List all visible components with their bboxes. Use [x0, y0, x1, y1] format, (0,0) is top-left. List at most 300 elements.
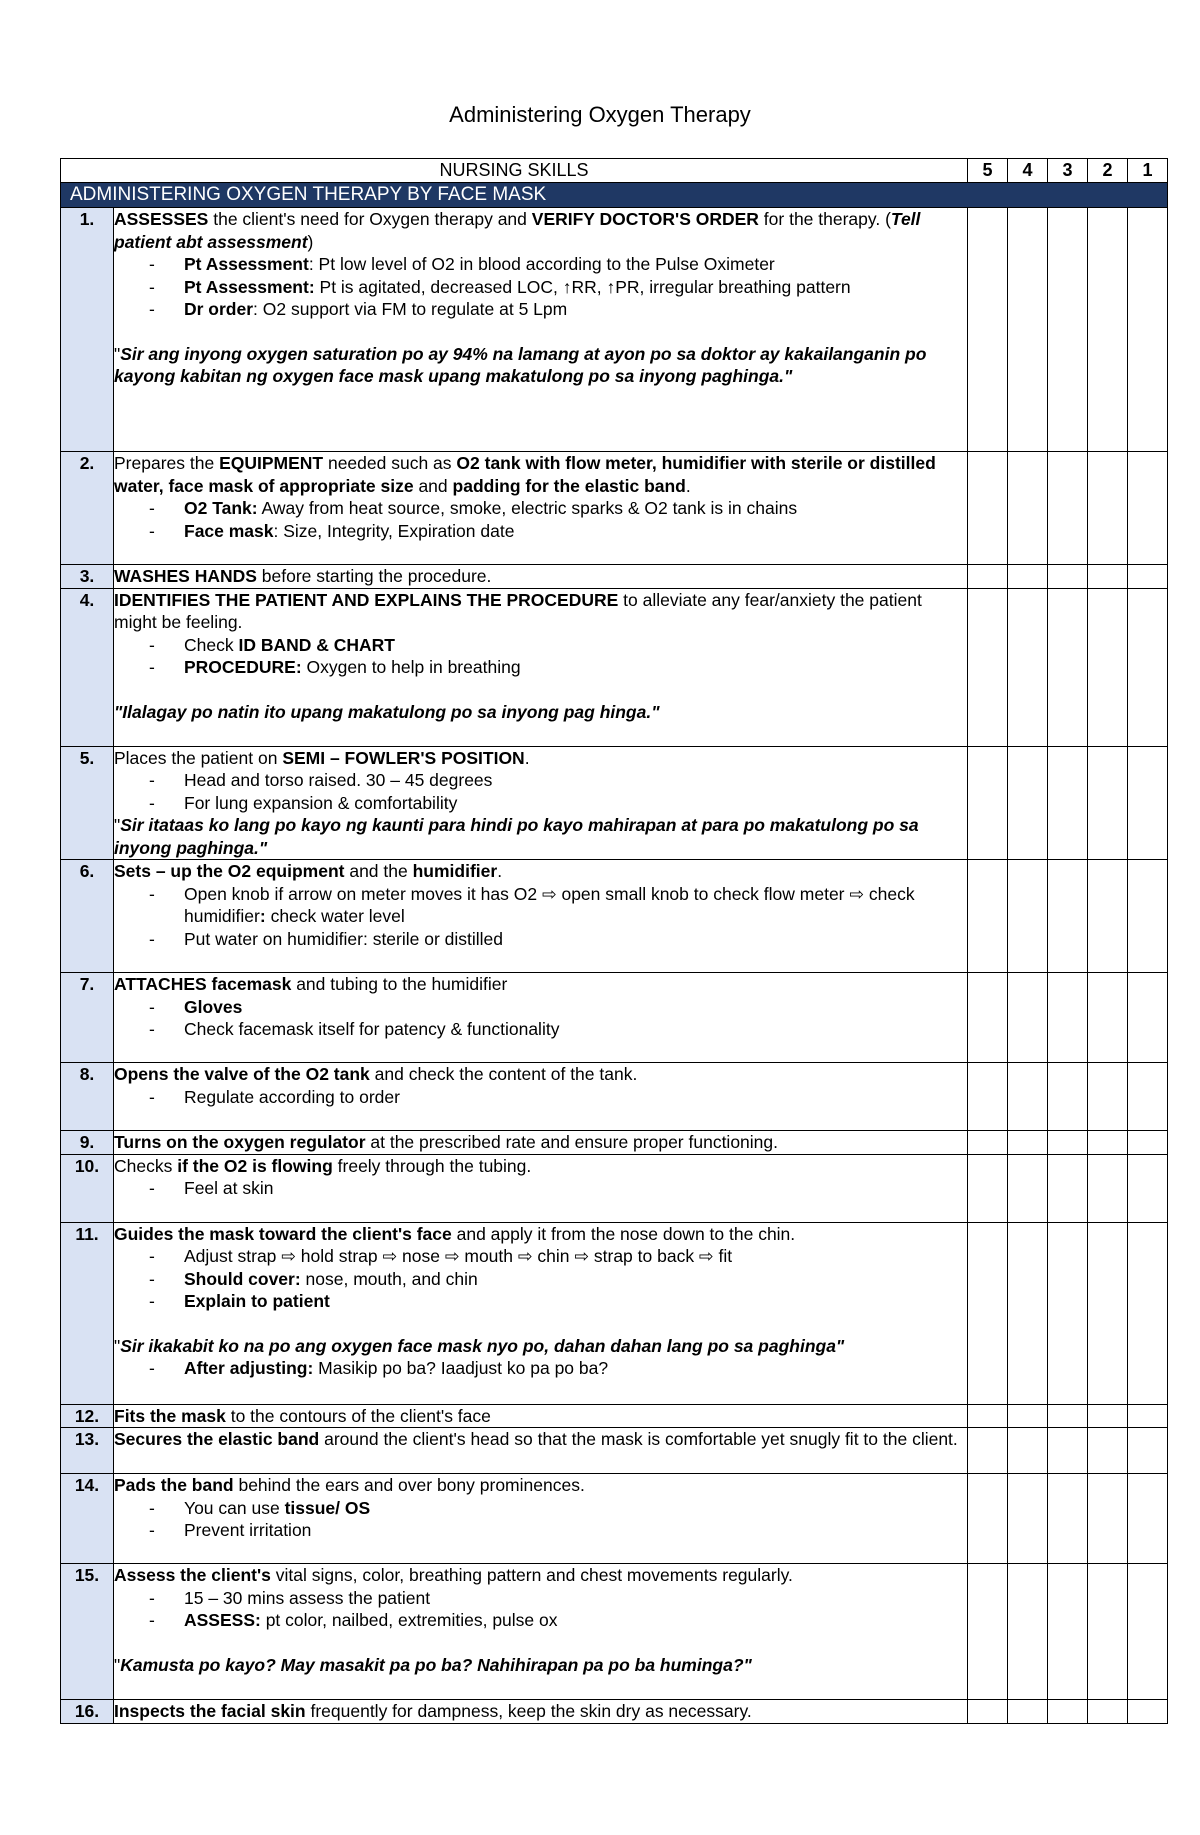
score-cell-5[interactable] [968, 973, 1008, 1063]
bullet-dash: - [149, 520, 155, 541]
step-description [114, 1700, 968, 1724]
bold-text: Dr order [184, 299, 254, 319]
step-paragraph [114, 973, 967, 996]
score-cell-5[interactable] [968, 588, 1008, 746]
bold-text: Opens the valve of the O2 tank [114, 1064, 370, 1084]
text-run: Oxygen to help in breathing [301, 657, 521, 677]
bullet-item [114, 996, 967, 1019]
step-description [114, 1222, 968, 1404]
step-number: 14. [61, 1474, 114, 1564]
step-paragraph [114, 565, 967, 588]
bullet-item [114, 1290, 967, 1313]
text-run: Open knob if arrow on meter moves it has O2 ⇨ open small knob to check flow meter ⇨ check humidifier [184, 883, 915, 926]
table-row [61, 208, 1168, 452]
score-cell-1[interactable] [1128, 1131, 1168, 1155]
text-run: " [114, 343, 121, 364]
score-cell-5[interactable] [968, 1564, 1008, 1700]
text-run: You can use [184, 1497, 285, 1518]
table-row [61, 1063, 1168, 1131]
bullet-dash: - [149, 276, 155, 297]
bullet-dash: - [149, 1178, 155, 1198]
text-run: Check [184, 634, 239, 655]
score-header-3: 3 [1048, 159, 1088, 183]
table-row [61, 1474, 1168, 1564]
bullet-item [114, 1268, 967, 1291]
score-cell-5[interactable] [968, 1428, 1008, 1474]
step-paragraph [114, 1223, 967, 1246]
score-cell-4[interactable] [1008, 565, 1048, 589]
step-number: 8. [61, 1063, 114, 1131]
score-cell-3[interactable] [1048, 1564, 1088, 1700]
table-row [61, 973, 1168, 1063]
bullet-item [114, 1497, 967, 1520]
bullet-item [114, 634, 967, 657]
text-run: " [114, 1335, 121, 1356]
bold-text: SEMI – FOWLER'S POSITION [282, 747, 525, 768]
score-cell-1[interactable] [1128, 1700, 1168, 1724]
step-paragraph [114, 814, 967, 859]
score-cell-3[interactable] [1048, 565, 1088, 589]
bold-text: Guides the mask toward the client's face [114, 1223, 452, 1244]
bullet-item [114, 298, 967, 321]
step-number: 3. [61, 565, 114, 589]
score-cell-3[interactable] [1048, 1222, 1088, 1404]
score-cell-4[interactable] [1008, 1564, 1048, 1700]
bullet-dash: - [149, 498, 155, 518]
text-run: needed such as [323, 453, 457, 473]
bullet-dash: - [149, 1610, 155, 1630]
score-cell-4[interactable] [1008, 1428, 1048, 1474]
step-paragraph [114, 1131, 967, 1154]
score-cell-5[interactable] [968, 1700, 1008, 1724]
step-paragraph [114, 208, 967, 253]
score-header-1: 1 [1128, 159, 1168, 183]
step-paragraph [114, 1700, 967, 1723]
blank-line [114, 1632, 967, 1654]
bullet-dash: - [149, 792, 155, 813]
step-number: 11. [61, 1222, 114, 1404]
step-paragraph [114, 343, 967, 388]
score-cell-5[interactable] [968, 1474, 1008, 1564]
bold-text: Assess the client's [114, 1565, 271, 1585]
table-row [61, 1154, 1168, 1222]
bold-text: Face mask [184, 520, 274, 541]
score-cell-3[interactable] [1048, 1428, 1088, 1474]
bold-text: ASSESSES [114, 209, 209, 229]
bullet-item [114, 928, 967, 951]
step-description [114, 588, 968, 746]
score-cell-2[interactable] [1088, 452, 1128, 565]
text-run: Masikip po ba? Iaadjust ko pa po ba? [313, 1358, 609, 1378]
bullet-dash: - [149, 1520, 155, 1540]
step-paragraph [114, 1474, 967, 1497]
step-description [114, 565, 968, 589]
text-run: . [497, 861, 503, 881]
bullet-item [114, 769, 967, 792]
score-cell-1[interactable] [1128, 1404, 1168, 1428]
bullet-item [114, 1519, 967, 1542]
text-run: to the contours of the client's face [225, 1405, 491, 1426]
step-paragraph [114, 701, 967, 724]
step-number: 2. [61, 452, 114, 565]
score-cell-2[interactable] [1088, 1063, 1128, 1131]
text-run: Put water on humidifier: sterile or distilled [184, 928, 504, 949]
bold-text: Inspects the facial skin [114, 1701, 306, 1721]
score-cell-1[interactable] [1128, 1474, 1168, 1564]
step-description [114, 1428, 968, 1474]
score-cell-2[interactable] [1088, 1131, 1128, 1155]
score-cell-2[interactable] [1088, 746, 1128, 860]
table-row [61, 588, 1168, 746]
bullet-item [114, 883, 967, 928]
score-cell-1[interactable] [1128, 565, 1168, 589]
bold-text: Pt Assessment [184, 254, 309, 274]
text-run: Adjust strap ⇨ hold strap ⇨ nose ⇨ mouth ⇨ chin ⇨ strap to back ⇨ fit [184, 1246, 733, 1266]
score-cell-4[interactable] [1008, 1131, 1048, 1155]
score-cell-3[interactable] [1048, 1404, 1088, 1428]
document-title: Administering Oxygen Therapy [449, 102, 751, 127]
score-header-5: 5 [968, 159, 1008, 183]
score-cell-2[interactable] [1088, 588, 1128, 746]
score-cell-4[interactable] [1008, 452, 1048, 565]
bold-text: ID BAND & CHART [238, 634, 395, 655]
text-run: and [413, 475, 453, 496]
text-run: frequently for dampness, keep the skin dry as necessary. [305, 1701, 752, 1721]
bold-text: Gloves [184, 996, 243, 1017]
text-run: vital signs, color, breathing pattern and chest movements regularly. [270, 1565, 793, 1585]
bold-text: Should cover: [184, 1268, 301, 1289]
bullet-dash: - [149, 996, 155, 1017]
text-run: and check the content of the tank. [369, 1064, 638, 1084]
table-row [61, 1700, 1168, 1724]
score-cell-1[interactable] [1128, 1564, 1168, 1700]
step-number: 9. [61, 1131, 114, 1155]
step-description [114, 973, 968, 1063]
bullet-item [114, 276, 967, 299]
step-paragraph [114, 1335, 967, 1358]
step-description [114, 1154, 968, 1222]
bullet-dash: - [149, 1268, 155, 1289]
score-cell-4[interactable] [1008, 860, 1048, 973]
score-cell-1[interactable] [1128, 588, 1168, 746]
text-run: . [685, 475, 691, 496]
bullet-dash: - [149, 1086, 155, 1107]
bold-italic-quote: "Ilalagay po natin ito upang makatulong po sa inyong pag hinga." [114, 701, 660, 722]
score-cell-3[interactable] [1048, 860, 1088, 973]
blank-line [114, 679, 967, 701]
bullet-item [114, 656, 967, 679]
score-cell-2[interactable] [1088, 1428, 1128, 1474]
score-cell-4[interactable] [1008, 208, 1048, 452]
score-cell-5[interactable] [968, 1404, 1008, 1428]
score-cell-1[interactable] [1128, 1063, 1168, 1131]
text-run: Places the patient on [114, 747, 283, 768]
text-run: pt color, nailbed, extremities, pulse ox [260, 1610, 558, 1630]
score-cell-1[interactable] [1128, 746, 1168, 860]
text-run: to alleviate any fear/anxiety the patient might be feeling. [114, 589, 922, 632]
score-cell-5[interactable] [968, 452, 1008, 565]
text-run: check water level [265, 906, 405, 926]
step-paragraph [114, 1428, 967, 1451]
step-paragraph [114, 452, 967, 497]
text-run: . [524, 747, 530, 768]
bullet-dash: - [149, 1358, 155, 1378]
bold-text: VERIFY DOCTOR'S ORDER [531, 209, 759, 229]
score-cell-4[interactable] [1008, 1700, 1048, 1724]
step-number: 7. [61, 973, 114, 1063]
step-description [114, 1474, 968, 1564]
text-run: Away from heat source, smoke, electric sparks & O2 tank is in chains [257, 498, 798, 518]
bold-text: Secures the elastic band [114, 1429, 320, 1449]
score-cell-5[interactable] [968, 746, 1008, 860]
step-paragraph [114, 1654, 967, 1677]
section-title: ADMINISTERING OXYGEN THERAPY BY FACE MASK [61, 183, 1168, 208]
score-cell-5[interactable] [968, 860, 1008, 973]
text-run: ) [307, 231, 314, 252]
score-cell-2[interactable] [1088, 208, 1128, 452]
step-number: 15. [61, 1564, 114, 1700]
bold-text: Turns on the oxygen regulator [114, 1132, 366, 1152]
text-run: Prevent irritation [184, 1520, 312, 1540]
text-run: : O2 support via FM to regulate at 5 Lpm [253, 299, 568, 319]
text-run: Prepares the [114, 453, 220, 473]
score-cell-3[interactable] [1048, 1154, 1088, 1222]
bullet-dash: - [149, 634, 155, 655]
bullet-dash: - [149, 883, 155, 904]
step-number: 4. [61, 588, 114, 746]
bullet-dash: - [149, 770, 155, 790]
score-header-2: 2 [1088, 159, 1128, 183]
score-cell-1[interactable] [1128, 1428, 1168, 1474]
score-cell-2[interactable] [1088, 1404, 1128, 1428]
text-run: Check facemask itself for patency & functionality [184, 1019, 560, 1039]
bold-text: Sets – up the O2 equipment [114, 861, 345, 881]
score-cell-4[interactable] [1008, 973, 1048, 1063]
bullet-item [114, 1177, 967, 1200]
text-run: and apply it from the nose down to the chin. [451, 1223, 796, 1244]
step-number: 10. [61, 1154, 114, 1222]
text-run: " [114, 815, 121, 835]
text-run: : Size, Integrity, Expiration date [273, 520, 515, 541]
bullet-dash: - [149, 1246, 155, 1266]
text-run: Checks [114, 1155, 178, 1176]
bullet-dash: - [149, 1497, 155, 1518]
bold-text: : [259, 906, 266, 926]
bold-text: IDENTIFIES THE PATIENT AND EXPLAINS THE PROCEDURE [114, 589, 619, 610]
text-run: at the prescribed rate and ensure proper functioning. [365, 1132, 778, 1152]
bold-text: WASHES HANDS [114, 566, 257, 586]
step-description [114, 1063, 968, 1131]
score-cell-2[interactable] [1088, 973, 1128, 1063]
bold-text: tissue/ OS [284, 1497, 371, 1518]
step-description [114, 1404, 968, 1428]
bold-text: Pt Assessment: [184, 276, 315, 297]
text-run: the client's need for Oxygen therapy and [208, 209, 532, 229]
bold-text: PROCEDURE: [184, 657, 302, 677]
score-cell-2[interactable] [1088, 1564, 1128, 1700]
step-description [114, 208, 968, 452]
score-cell-2[interactable] [1088, 1154, 1128, 1222]
text-run: 15 – 30 mins assess the patient [184, 1587, 431, 1608]
table-row [61, 860, 1168, 973]
bold-text: O2 Tank: [184, 498, 258, 518]
score-cell-3[interactable] [1048, 746, 1088, 860]
bold-text: Explain to patient [184, 1291, 330, 1311]
score-cell-5[interactable] [968, 1222, 1008, 1404]
bold-italic-quote: Tell patient abt assessment [114, 209, 921, 252]
step-paragraph [114, 747, 967, 770]
step-number: 1. [61, 208, 114, 452]
step-description [114, 860, 968, 973]
score-cell-3[interactable] [1048, 1063, 1088, 1131]
bold-text: ATTACHES facemask [114, 974, 292, 994]
score-cell-4[interactable] [1008, 1474, 1048, 1564]
text-run: Feel at skin [184, 1178, 274, 1198]
bullet-dash: - [149, 1291, 155, 1311]
table-row [61, 1222, 1168, 1404]
nursing-skills-rubric-table [60, 158, 1168, 1724]
bullet-item [114, 1086, 967, 1109]
step-number: 16. [61, 1700, 114, 1724]
score-cell-5[interactable] [968, 565, 1008, 589]
text-run: nose, mouth, and chin [300, 1268, 478, 1289]
text-run: and the [344, 861, 413, 881]
bold-text: O2 tank with flow meter, humidifier with sterile or distilled water, face mask of appropriate size [114, 453, 936, 496]
bold-italic-quote: Sir itataas ko lang po kayo ng kaunti para hindi po kayo mahirapan at para po makatulong po sa inyong paghinga." [114, 815, 919, 858]
bold-text: if the O2 is flowing [177, 1155, 333, 1176]
step-number: 13. [61, 1428, 114, 1474]
score-cell-1[interactable] [1128, 208, 1168, 452]
text-run: freely through the tubing. [332, 1155, 532, 1176]
text-run: For lung expansion & comfortability [184, 792, 458, 813]
text-run: around the client's head so that the mask is comfortable yet snugly fit to the client. [319, 1429, 958, 1449]
score-cell-5[interactable] [968, 1154, 1008, 1222]
score-cell-3[interactable] [1048, 1474, 1088, 1564]
bullet-item [114, 1018, 967, 1041]
bullet-item [114, 253, 967, 276]
blank-line [114, 1313, 967, 1335]
bold-italic-quote: Sir ang inyong oxygen saturation po ay 94% na lamang at ayon po sa doktor ay kakailanganin po kayong kabitan ng oxygen face mask upang makatulong po sa inyong paghinga." [114, 343, 927, 386]
text-run: Regulate according to order [184, 1086, 400, 1107]
score-cell-5[interactable] [968, 1063, 1008, 1131]
text-run: behind the ears and over bony prominences. [233, 1475, 585, 1495]
text-run: for the therapy. ( [758, 209, 891, 229]
step-description [114, 1131, 968, 1155]
bullet-item [114, 792, 967, 815]
step-description [114, 452, 968, 565]
step-number: 6. [61, 860, 114, 973]
score-cell-3[interactable] [1048, 973, 1088, 1063]
bold-text: Pads the band [114, 1475, 234, 1495]
score-cell-3[interactable] [1048, 1131, 1088, 1155]
bullet-dash: - [149, 254, 155, 274]
bullet-dash: - [149, 1587, 155, 1608]
table-row [61, 746, 1168, 860]
bold-text: ASSESS: [184, 1610, 261, 1630]
section-header-row [61, 183, 1168, 208]
bullet-item [114, 497, 967, 520]
text-run: Head and torso raised. 30 – 45 degrees [184, 770, 493, 790]
score-cell-3[interactable] [1048, 452, 1088, 565]
text-run: Pt is agitated, decreased LOC, ↑RR, ↑PR, irregular breathing pattern [314, 276, 851, 297]
score-cell-2[interactable] [1088, 565, 1128, 589]
table-header-row [61, 159, 1168, 183]
score-cell-2[interactable] [1088, 1700, 1128, 1724]
bold-text: padding for the elastic band [452, 475, 686, 496]
score-cell-2[interactable] [1088, 1474, 1128, 1564]
bullet-dash: - [149, 1019, 155, 1039]
step-paragraph [114, 1564, 967, 1587]
step-paragraph [114, 1063, 967, 1086]
score-cell-1[interactable] [1128, 452, 1168, 565]
score-cell-5[interactable] [968, 1131, 1008, 1155]
bullet-item [114, 1245, 967, 1268]
score-cell-5[interactable] [968, 208, 1008, 452]
step-number: 12. [61, 1404, 114, 1428]
score-cell-2[interactable] [1088, 1222, 1128, 1404]
score-cell-3[interactable] [1048, 588, 1088, 746]
score-cell-3[interactable] [1048, 1700, 1088, 1724]
score-header-4: 4 [1008, 159, 1048, 183]
bullet-dash: - [149, 928, 155, 949]
score-cell-3[interactable] [1048, 208, 1088, 452]
text-run: : Pt low level of O2 in blood according to the Pulse Oximeter [308, 254, 775, 274]
score-cell-4[interactable] [1008, 1154, 1048, 1222]
score-cell-4[interactable] [1008, 1404, 1048, 1428]
score-cell-1[interactable] [1128, 973, 1168, 1063]
table-row [61, 1404, 1168, 1428]
nursing-skills-header: NURSING SKILLS [61, 159, 968, 183]
table-row [61, 1428, 1168, 1474]
step-paragraph [114, 1155, 967, 1178]
step-description [114, 746, 968, 860]
step-number: 5. [61, 746, 114, 860]
score-cell-4[interactable] [1008, 1222, 1048, 1404]
score-cell-2[interactable] [1088, 860, 1128, 973]
blank-line [114, 321, 967, 343]
bullet-item [114, 520, 967, 543]
step-paragraph [114, 589, 967, 634]
step-paragraph [114, 860, 967, 883]
bold-text: humidifier [412, 861, 498, 881]
text-run: and tubing to the humidifier [291, 974, 508, 994]
text-run: " [114, 1654, 121, 1675]
bullet-item [114, 1587, 967, 1610]
bold-italic-quote: Kamusta po kayo? May masakit pa po ba? Nahihirapan pa po ba huminga?" [120, 1654, 752, 1675]
score-cell-1[interactable] [1128, 1222, 1168, 1404]
bullet-item [114, 1609, 967, 1632]
score-cell-1[interactable] [1128, 860, 1168, 973]
score-cell-4[interactable] [1008, 1063, 1048, 1131]
table-row [61, 452, 1168, 565]
bold-text: EQUIPMENT [219, 453, 324, 473]
table-row [61, 1131, 1168, 1155]
score-cell-4[interactable] [1008, 588, 1048, 746]
table-row [61, 1564, 1168, 1700]
step-description [114, 1564, 968, 1700]
table-row [61, 565, 1168, 589]
bullet-item [114, 1357, 967, 1380]
bold-text: Fits the mask [114, 1405, 226, 1426]
bullet-dash: - [149, 299, 155, 319]
bold-italic-quote: Sir ikakabit ko na po ang oxygen face mask nyo po, dahan dahan lang po sa paghinga" [120, 1335, 845, 1356]
score-cell-4[interactable] [1008, 746, 1048, 860]
text-run: before starting the procedure. [256, 566, 492, 586]
score-cell-1[interactable] [1128, 1154, 1168, 1222]
step-paragraph [114, 1405, 967, 1428]
bullet-dash: - [149, 657, 155, 677]
bold-text: After adjusting: [184, 1358, 314, 1378]
